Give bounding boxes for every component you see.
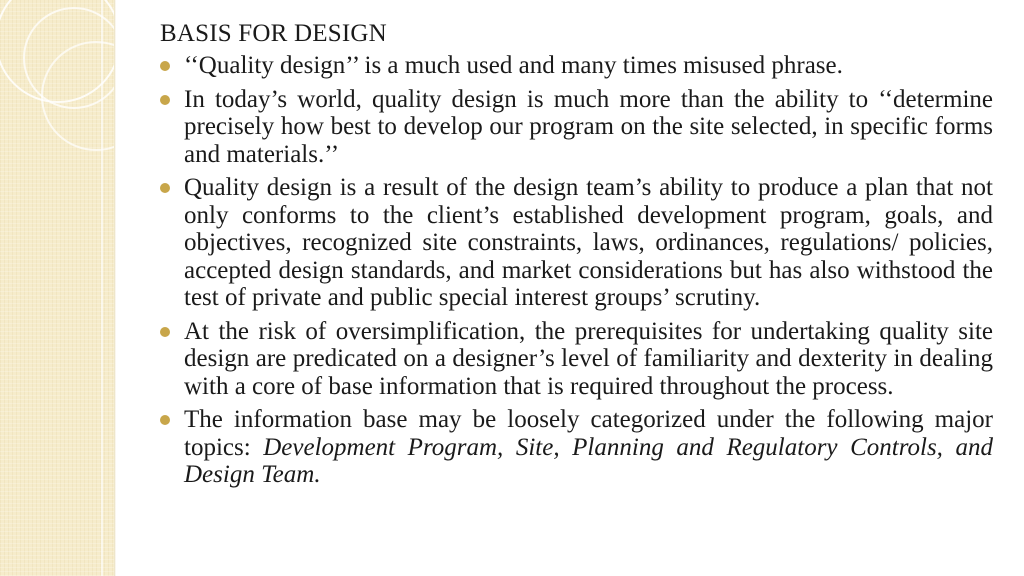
bullet-icon xyxy=(160,61,170,71)
bullet-emphasis-text: Development Program, Site, Planning and Regulatory Controls, and Design Team. xyxy=(184,433,993,488)
bullet-text: The information base may be loosely categorized under the following major topics: xyxy=(184,406,993,461)
bullet-text: In today’s world, quality design is much more than the ability to ‘‘determine precisely how best to develop our program on the site selected, in specific forms and materials.’’ xyxy=(184,85,993,168)
slide-heading: BASIS FOR DESIGN xyxy=(160,20,387,47)
decorative-arcs xyxy=(0,0,114,576)
bullet-item xyxy=(160,86,993,169)
bullet-icon xyxy=(160,183,170,193)
bullet-text: At the risk of oversimplification, the prerequisites for undertaking quality site design are predicated on a designer’s level of familiarity and dexterity in dealing with a core of base information that is required throughout the process. xyxy=(184,317,993,400)
bullet-icon xyxy=(160,415,170,425)
bullet-item xyxy=(160,52,993,80)
bullet-text: Quality design is a result of the design team’s ability to produce a plan that not only conforms to the client’s established development program, goals, and objectives, recognized site constraints, laws, ordinances, regulations/ policies, accepted design standards, and market considerations but has also withstood the test of private and public special interest groups’ scrutiny. xyxy=(184,174,993,311)
bullet-icon xyxy=(160,95,170,105)
panel-divider xyxy=(114,0,116,576)
bullet-list xyxy=(160,52,993,489)
bullet-item xyxy=(160,318,993,401)
bullet-item xyxy=(160,174,993,312)
bullet-icon xyxy=(160,327,170,337)
bullet-item xyxy=(160,406,993,489)
slide-content xyxy=(160,20,993,489)
bullet-text: ‘‘Quality design’’ is a much used and many times misused phrase. xyxy=(184,52,843,79)
decorative-side-panel xyxy=(0,0,114,576)
